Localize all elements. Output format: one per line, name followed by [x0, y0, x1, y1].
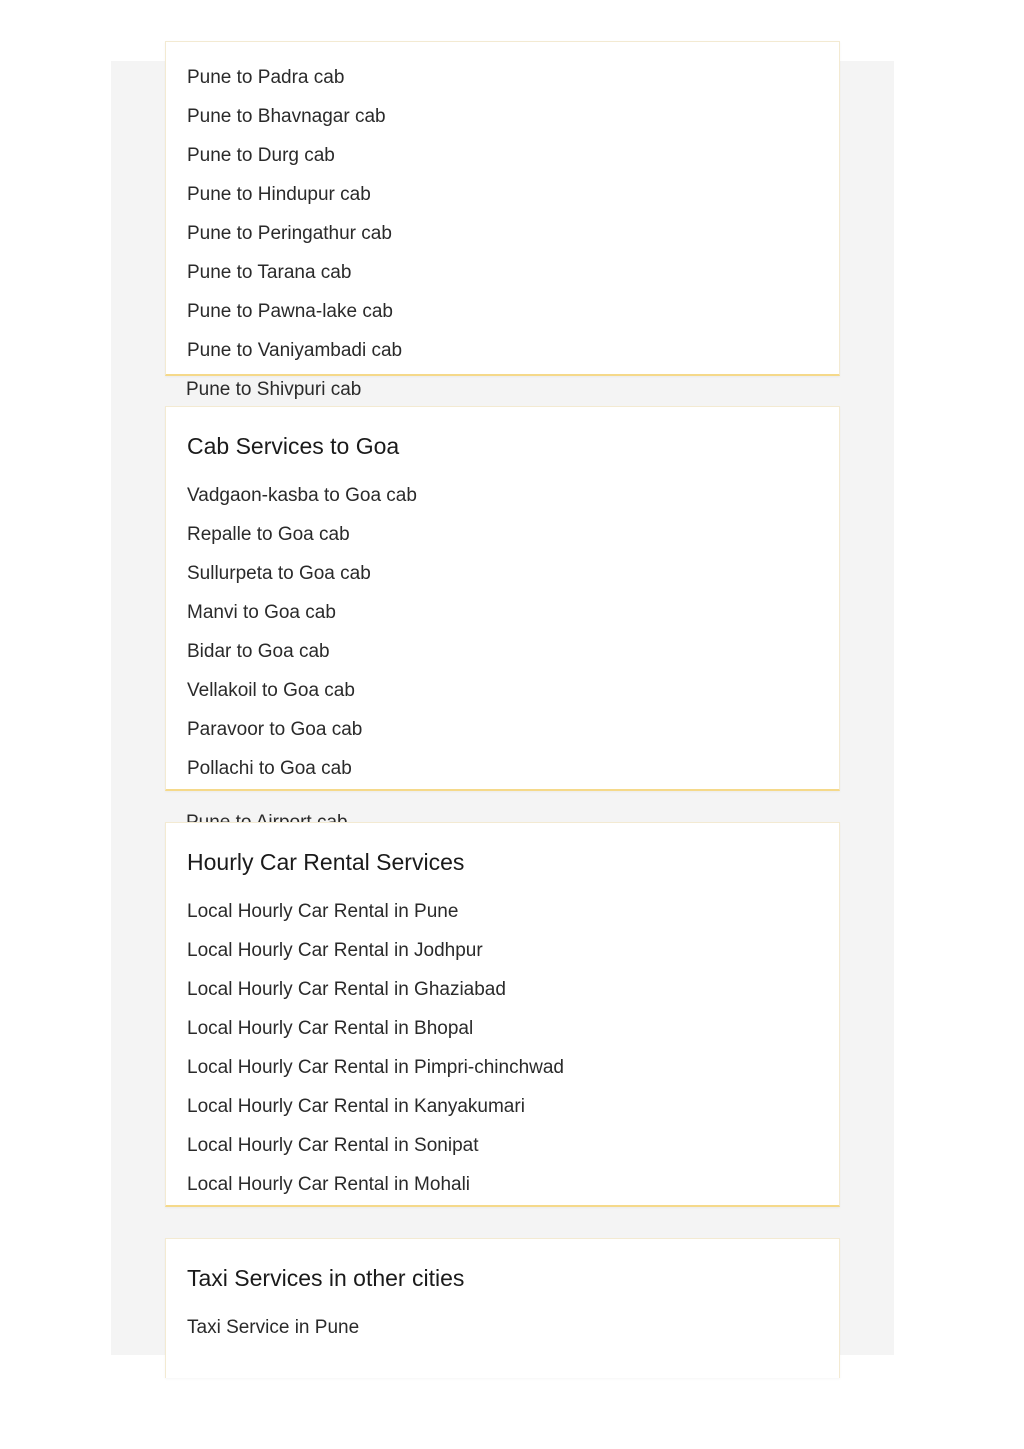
route-link[interactable]: Pune to Vaniyambadi cab: [187, 340, 403, 361]
overflow-route-link[interactable]: Pune to Shivpuri cab: [186, 379, 362, 400]
route-link[interactable]: Pune to Tarana cab: [187, 262, 352, 283]
goa-list-viewport: [187, 476, 827, 779]
pune-routes-card: [165, 41, 840, 376]
rental-link[interactable]: Local Hourly Car Rental in Mohali: [187, 1174, 471, 1195]
rental-link[interactable]: Local Hourly Car Rental in Pimpri-chinchwad: [187, 1057, 564, 1078]
hourly-rental-list: [187, 892, 564, 1204]
taxi-services-card: [165, 1238, 840, 1378]
route-link[interactable]: Bidar to Goa cab: [187, 641, 330, 662]
rental-link[interactable]: Local Hourly Car Rental in Sonipat: [187, 1135, 479, 1156]
pune-routes-list: [187, 58, 402, 370]
route-link[interactable]: Vadgaon-kasba to Goa cab: [187, 485, 417, 506]
goa-section-title: Cab Services to Goa: [187, 433, 400, 459]
hourly-section-title: Hourly Car Rental Services: [187, 849, 465, 875]
hourly-list-viewport: [187, 892, 827, 1195]
rental-link[interactable]: Local Hourly Car Rental in Jodhpur: [187, 940, 483, 961]
route-link[interactable]: Repalle to Goa cab: [187, 524, 350, 545]
hourly-rental-card: [165, 822, 840, 1207]
taxi-services-list: [187, 1308, 359, 1347]
route-link[interactable]: Pune to Hindupur cab: [187, 184, 371, 205]
taxi-section-title: Taxi Services in other cities: [187, 1265, 465, 1291]
rental-link[interactable]: Local Hourly Car Rental in Ghaziabad: [187, 979, 506, 1000]
page-background: [111, 61, 894, 1355]
route-link[interactable]: Paravoor to Goa cab: [187, 719, 363, 740]
route-link[interactable]: Pollachi to Goa cab: [187, 758, 352, 779]
route-link[interactable]: Sullurpeta to Goa cab: [187, 563, 371, 584]
rental-link[interactable]: Local Hourly Car Rental in Kanyakumari: [187, 1096, 525, 1117]
rental-link[interactable]: Local Hourly Car Rental in Pune: [187, 901, 459, 922]
route-link[interactable]: Vellakoil to Goa cab: [187, 680, 355, 701]
route-link[interactable]: Pune to Bhavnagar cab: [187, 106, 386, 127]
route-link[interactable]: Pune to Durg cab: [187, 145, 335, 166]
rental-link[interactable]: Local Hourly Car Rental in Bhopal: [187, 1018, 474, 1039]
route-link[interactable]: Pune to Pawna-lake cab: [187, 301, 393, 322]
route-link[interactable]: Pune to Peringathur cab: [187, 223, 392, 244]
goa-routes-list: [187, 476, 417, 788]
route-link[interactable]: Pune to Padra cab: [187, 67, 345, 88]
goa-card: [165, 406, 840, 791]
route-link[interactable]: Manvi to Goa cab: [187, 602, 336, 623]
taxi-link[interactable]: Taxi Service in Pune: [187, 1317, 360, 1338]
